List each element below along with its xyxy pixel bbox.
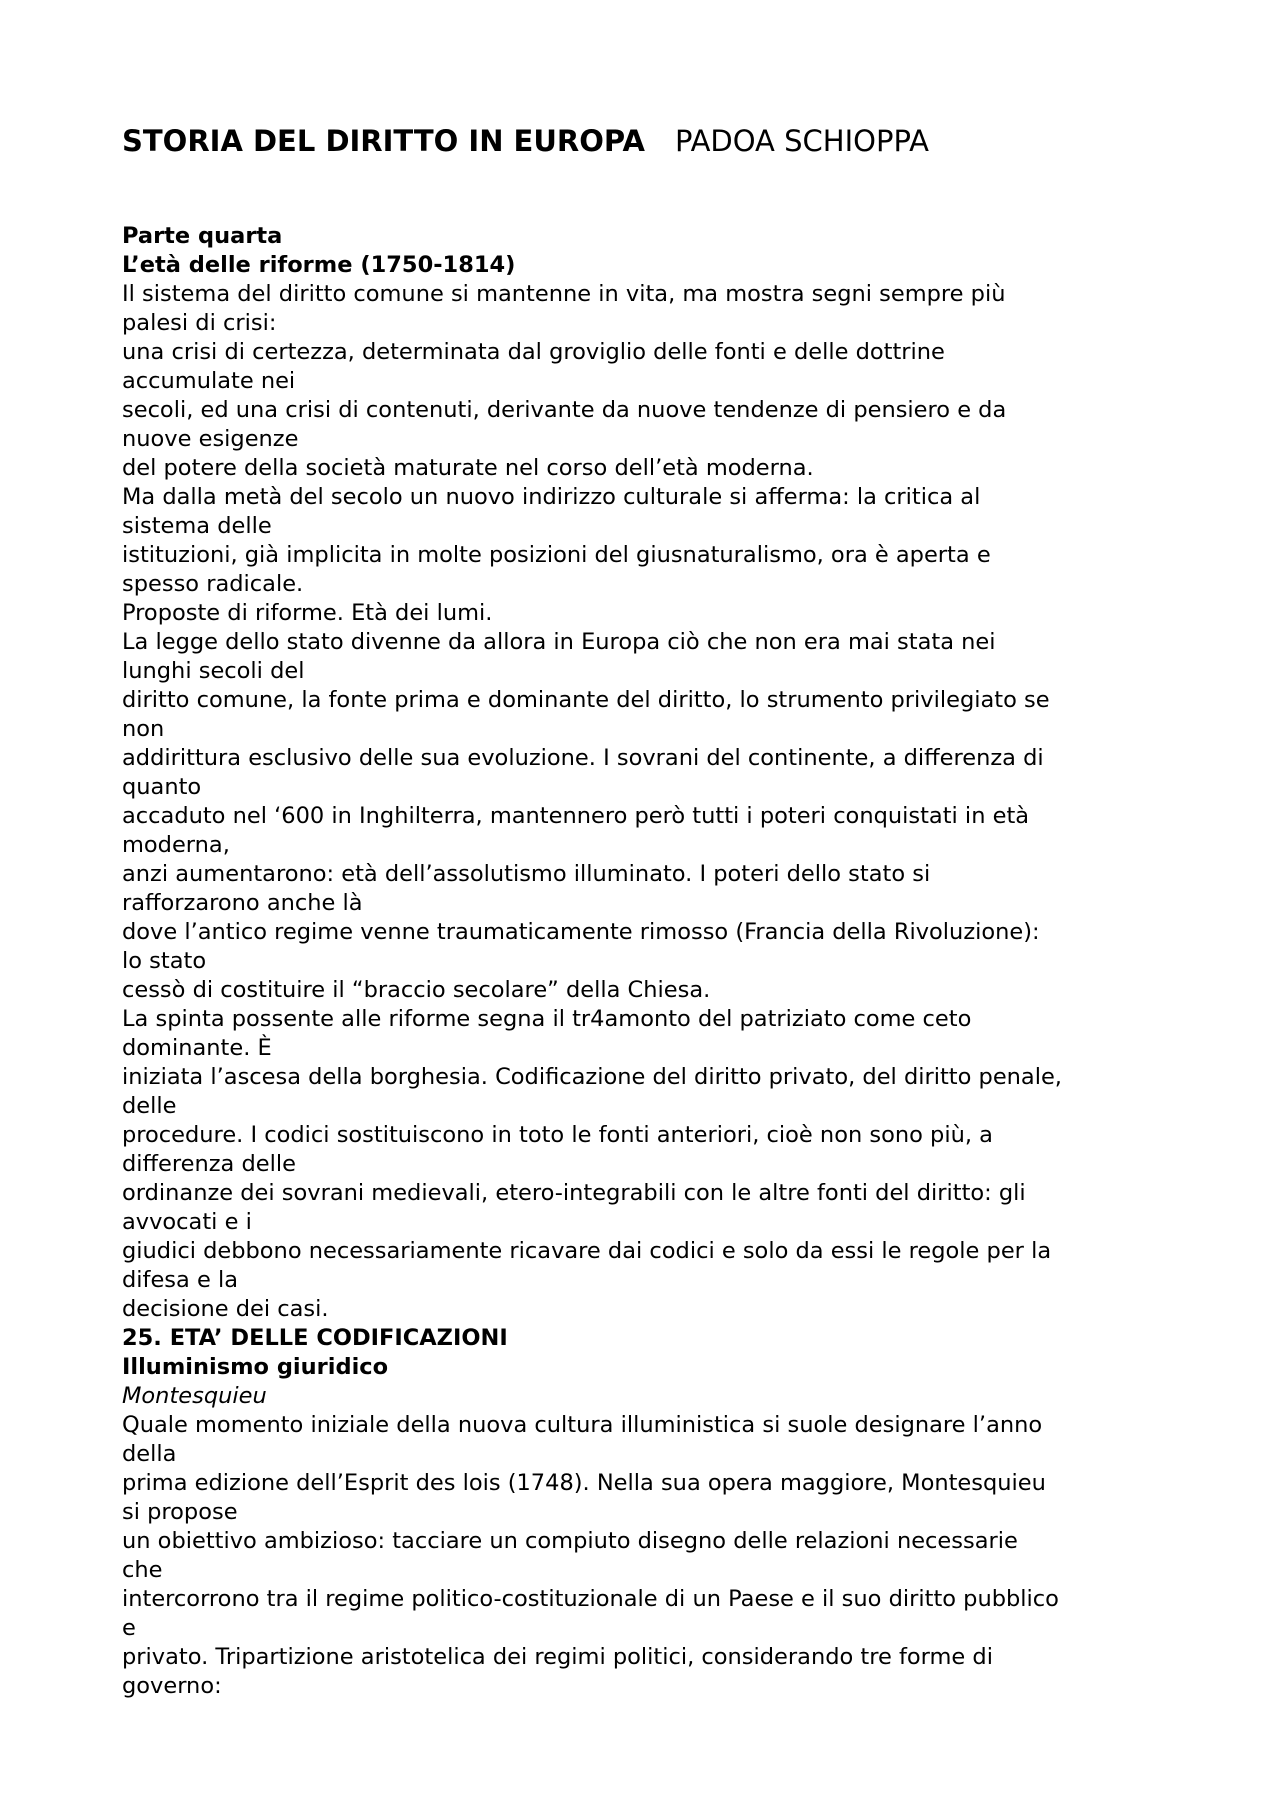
text-line: accumulate nei bbox=[122, 368, 296, 394]
section-heading: 25. ETA’ DELLE CODIFICAZIONI bbox=[122, 1325, 508, 1351]
text-line: iniziata l’ascesa della borghesia. Codificazione del diritto privato, del diritto penale, bbox=[122, 1064, 1062, 1090]
text-line: ordinanze dei sovrani medievali, etero-integrabili con le altre fonti del diritto: gli bbox=[122, 1180, 1026, 1206]
text-line: cessò di costituire il “braccio secolare” della Chiesa. bbox=[122, 977, 711, 1003]
text-line: difesa e la bbox=[122, 1267, 238, 1293]
text-line: dove l’antico regime venne traumaticamente rimosso (Francia della Rivoluzione): bbox=[122, 919, 1040, 945]
text-line: avvocati e i bbox=[122, 1209, 252, 1235]
text-line: del potere della società maturate nel corso dell’età moderna. bbox=[122, 455, 814, 481]
text-line: giudici debbono necessariamente ricavare dai codici e solo da essi le regole per la bbox=[122, 1238, 1052, 1264]
text-line: dominante. È bbox=[122, 1035, 272, 1061]
text-line: moderna, bbox=[122, 832, 230, 858]
document-page bbox=[122, 118, 1182, 1701]
text-line: prima edizione dell’Esprit des lois (1748). Nella sua opera maggiore, Montesquieu bbox=[122, 1470, 1046, 1496]
title-spacer bbox=[122, 164, 1182, 222]
text-line: quanto bbox=[122, 774, 202, 800]
text-line: governo: bbox=[122, 1673, 222, 1699]
text-line: un obiettivo ambizioso: tacciare un compiuto disegno delle relazioni necessarie bbox=[122, 1528, 1018, 1554]
section-heading: L’età delle riforme (1750-1814) bbox=[122, 252, 516, 278]
text-line: addirittura esclusivo delle sua evoluzione. I sovrani del continente, a differenza di bbox=[122, 745, 1044, 771]
document-author: PADOA SCHIOPPA bbox=[674, 124, 929, 158]
text-line: procedure. I codici sostituiscono in toto le fonti anteriori, cioè non sono più, a bbox=[122, 1122, 993, 1148]
text-line: Proposte di riforme. Età dei lumi. bbox=[122, 600, 493, 626]
text-line: palesi di crisi: bbox=[122, 310, 277, 336]
section-heading: Illuminismo giuridico bbox=[122, 1354, 389, 1380]
text-line: privato. Tripartizione aristotelica dei regimi politici, considerando tre forme di bbox=[122, 1644, 993, 1670]
text-line: La legge dello stato divenne da allora in Europa ciò che non era mai stata nei bbox=[122, 629, 996, 655]
text-line: Quale momento iniziale della nuova cultura illuministica si suole designare l’anno bbox=[122, 1412, 1043, 1438]
text-line: Il sistema del diritto comune si mantenne in vita, ma mostra segni sempre più bbox=[122, 281, 1006, 307]
author-subheading: Montesquieu bbox=[122, 1383, 267, 1409]
text-line: lunghi secoli del bbox=[122, 658, 305, 684]
text-line: La spinta possente alle riforme segna il tr4amonto del patriziato come ceto bbox=[122, 1006, 972, 1032]
text-line: spesso radicale. bbox=[122, 571, 304, 597]
text-line: istituzioni, già implicita in molte posizioni del giusnaturalismo, ora è aperta e bbox=[122, 542, 991, 568]
text-line: della bbox=[122, 1441, 177, 1467]
text-line: delle bbox=[122, 1093, 177, 1119]
text-line: una crisi di certezza, determinata dal groviglio delle fonti e delle dottrine bbox=[122, 339, 945, 365]
text-line: Ma dalla metà del secolo un nuovo indirizzo culturale si afferma: la critica al bbox=[122, 484, 981, 510]
text-line: decisione dei casi. bbox=[122, 1296, 329, 1322]
text-line: rafforzarono anche là bbox=[122, 890, 363, 916]
text-line: e bbox=[122, 1615, 136, 1641]
text-line: sistema delle bbox=[122, 513, 272, 539]
text-line: si propose bbox=[122, 1499, 238, 1525]
text-line: differenza delle bbox=[122, 1151, 296, 1177]
document-title bbox=[122, 118, 1182, 164]
document-body bbox=[122, 222, 1182, 1701]
text-line: intercorrono tra il regime politico-costituzionale di un Paese e il suo diritto pubblico bbox=[122, 1586, 1059, 1612]
document-title-main: STORIA DEL DIRITTO IN EUROPA bbox=[122, 124, 645, 158]
text-line: non bbox=[122, 716, 165, 742]
text-line: secoli, ed una crisi di contenuti, derivante da nuove tendenze di pensiero e da bbox=[122, 397, 1007, 423]
text-line: accaduto nel ‘600 in Inghilterra, mantennero però tutti i poteri conquistati in età bbox=[122, 803, 1030, 829]
section-heading: Parte quarta bbox=[122, 223, 283, 249]
text-line: nuove esigenze bbox=[122, 426, 299, 452]
text-line: che bbox=[122, 1557, 163, 1583]
text-line: diritto comune, la fonte prima e dominante del diritto, lo strumento privilegiato se bbox=[122, 687, 1050, 713]
text-line: lo stato bbox=[122, 948, 207, 974]
text-line: anzi aumentarono: età dell’assolutismo illuminato. I poteri dello stato si bbox=[122, 861, 931, 887]
